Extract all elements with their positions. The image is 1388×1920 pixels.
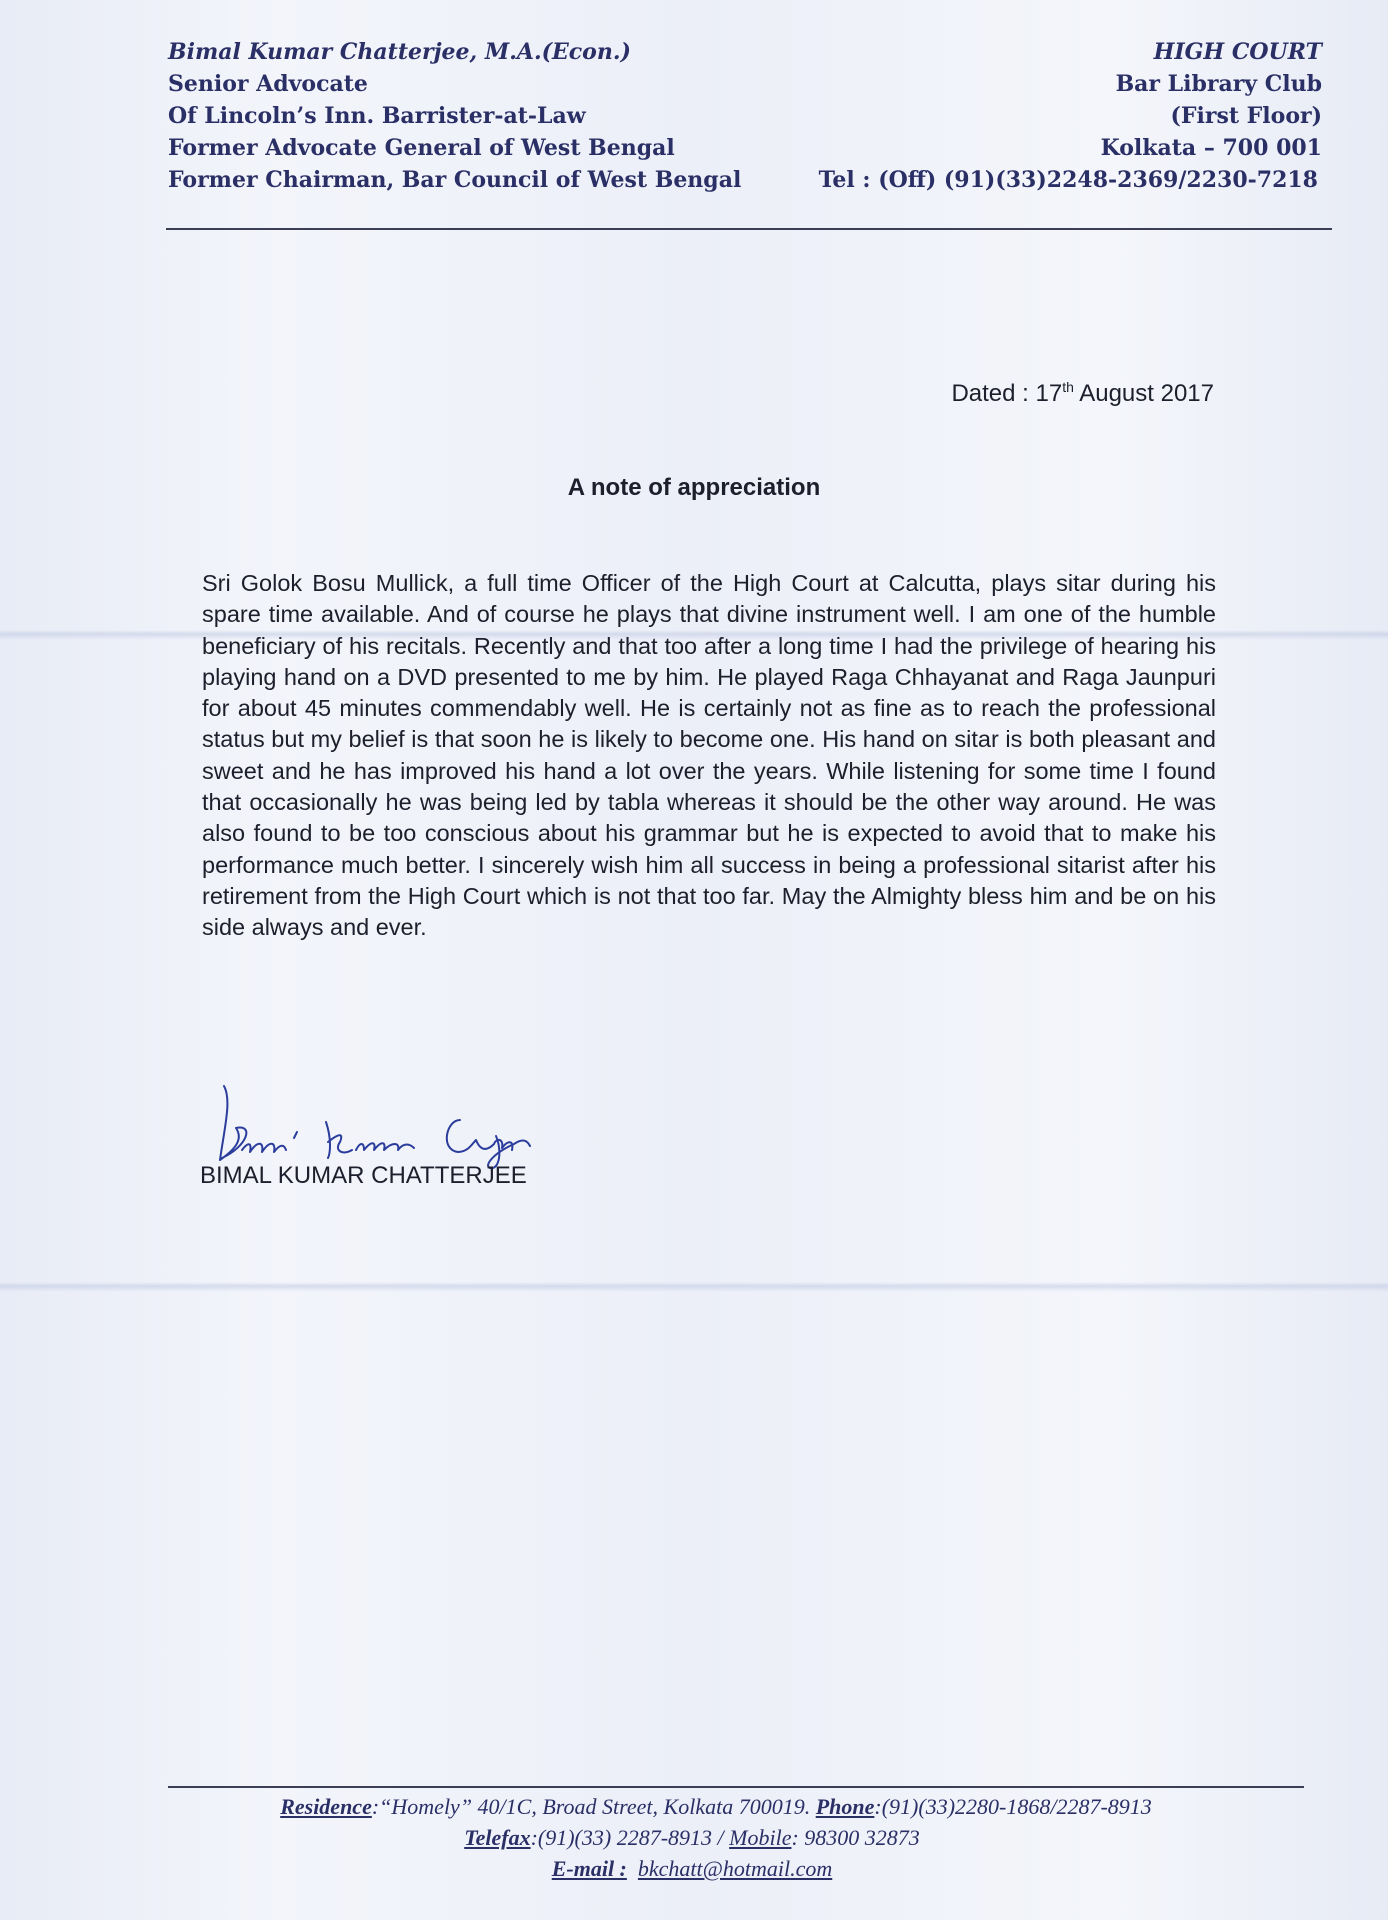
letter-date: [951, 380, 1214, 408]
club-name: Bar Library Club: [1115, 71, 1322, 97]
email-label: E-mail :: [551, 1856, 627, 1881]
mobile-label: Mobile: [729, 1825, 792, 1850]
footer-divider: [168, 1786, 1304, 1788]
date-ordinal: th: [1062, 379, 1074, 395]
telefax-label: Telefax: [464, 1825, 531, 1850]
handwritten-signature: [214, 1080, 574, 1170]
letterhead-left: [168, 36, 808, 196]
residence-value: :“Homely” 40/1C, Broad Street, Kolkata 700019.: [371, 1794, 816, 1819]
email-link[interactable]: bkchatt@hotmail.com: [637, 1856, 833, 1881]
date-suffix: August 2017: [1073, 380, 1214, 407]
phone-label: Phone: [815, 1794, 875, 1819]
signatory-name: BIMAL KUMAR CHATTERJEE: [200, 1162, 527, 1189]
mobile-value: : 98300 32873: [791, 1825, 920, 1850]
telefax-value: :(91)(33) 2287-8913 /: [530, 1825, 730, 1850]
header-divider: [166, 228, 1332, 230]
advocate-former-ag: Former Advocate General of West Bengal: [168, 135, 675, 161]
letter-body: Sri Golok Bosu Mullick, a full time Officer of the High Court at Calcutta, plays sitar during his spare time available. And of course he plays that divine instrument well. I am one of the humble beneficiary of his recitals. Recently and that too after a long time I had the privilege of hearing his playing hand on a DVD presented to me by him. He played Raga Chhayanat and Raga Jaunpuri for about 45 minutes commendably well. He is certainly not as fine as to reach the professional status but my belief is that soon he is likely to become one. His hand on sitar is both pleasant and sweet and he has improved his hand a lot over the years. While listening for some time I found that occasionally he was being led by tabla whereas it should be the other way around. He was also found to be too conscious about his grammar but he is expected to avoid that to make his performance much better. I sincerely wish him all success in being a professional sitarist after his retirement from the High Court which is not that too far. May the Almighty bless him and be on his side always and ever.: [202, 570, 1216, 941]
office-telephone: Tel : (Off) (91)(33)2248-2369/2230-7218: [818, 167, 1318, 193]
court-name: HIGH COURT: [1153, 39, 1322, 65]
advocate-name: Bimal Kumar Chatterjee, M.A.(Econ.): [168, 39, 631, 65]
advocate-former-chairman: Former Chairman, Bar Council of West Bengal: [168, 167, 742, 193]
date-prefix: Dated : 17: [951, 380, 1063, 407]
footer-email-line: [0, 1853, 1386, 1884]
club-city: Kolkata – 700 001: [1100, 135, 1322, 161]
letter-title: A note of appreciation: [567, 474, 821, 501]
club-floor: (First Floor): [1170, 103, 1322, 129]
residence-label: Residence: [280, 1794, 372, 1819]
footer-residence-line: [22, 1791, 1388, 1822]
advocate-inn: Of Lincoln’s Inn. Barrister-at-Law: [168, 103, 586, 129]
phone-value: :(91)(33)2280-1868/2287-8913: [874, 1794, 1152, 1819]
footer-telefax-line: [0, 1822, 1386, 1853]
letterhead-right: [802, 36, 1322, 164]
advocate-title: Senior Advocate: [168, 71, 368, 97]
